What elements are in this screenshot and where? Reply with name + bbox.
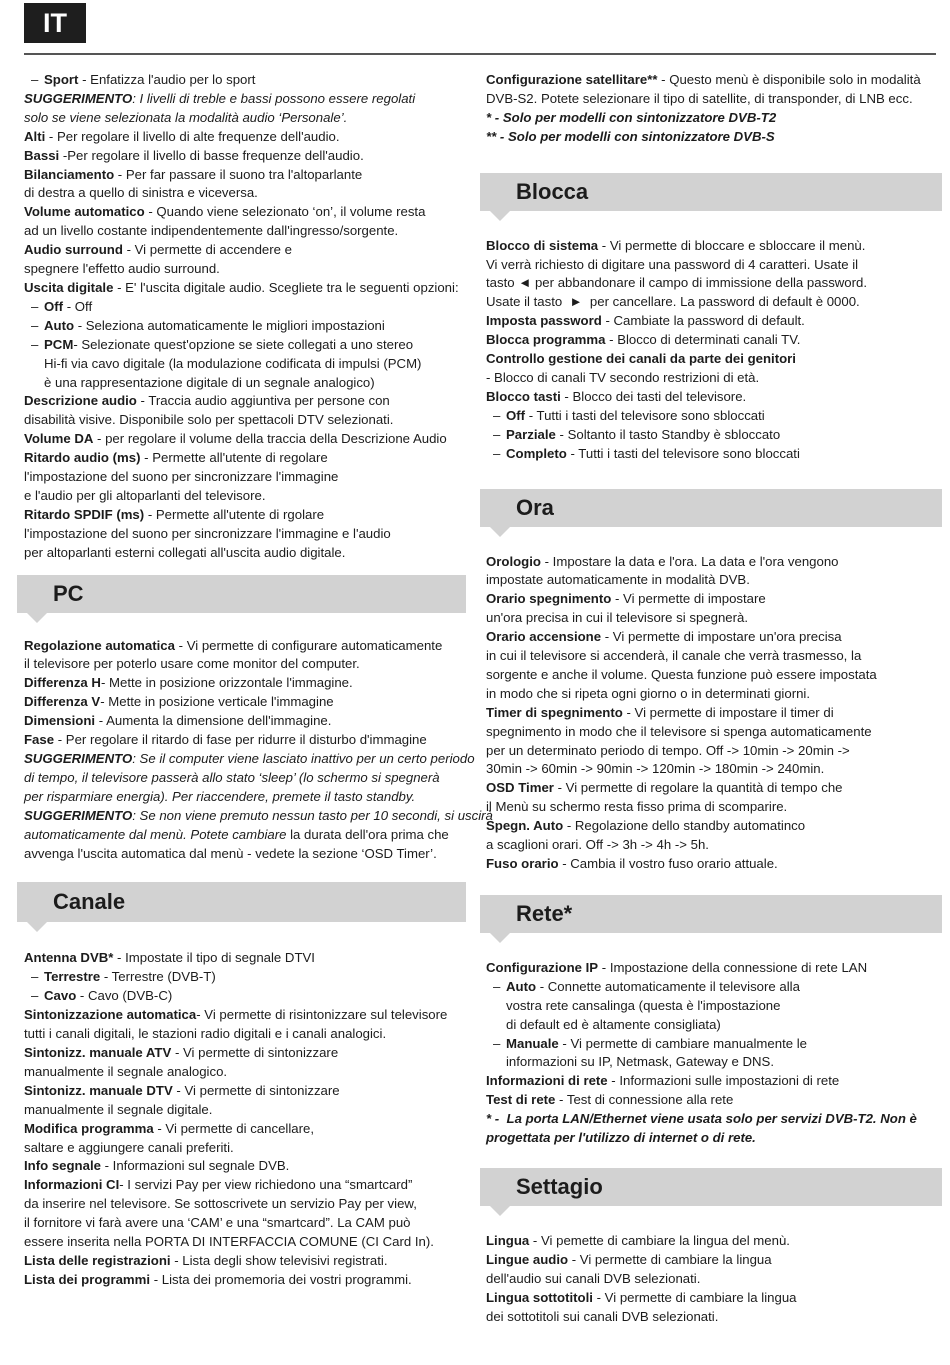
- text-run: - Cambiate la password di default.: [601, 313, 805, 329]
- term-label: Differenza H: [24, 675, 101, 691]
- text-line: [24, 1271, 476, 1290]
- text-run: - Lista degli show televisivi registrati.: [170, 1252, 388, 1268]
- text-run: 30min -> 60min -> 90min -> 120min -> 180min -> 240min.: [486, 761, 825, 777]
- text-run: - per regolare il volume della traccia della Descrizione Audio: [93, 431, 447, 447]
- text-line: [24, 1233, 476, 1252]
- text-line: [24, 845, 476, 864]
- text-run: - Aumenta la dimensione dell'immagine.: [95, 713, 332, 729]
- text-run: - Vi permette di cambiare manualmente le: [558, 1035, 808, 1051]
- text-line: [486, 312, 938, 331]
- text-run: : I livelli di treble e bassi possono essere regolati: [132, 90, 416, 106]
- text-run: - Vi permette di sintonizzare: [172, 1082, 340, 1098]
- text-run: a scaglioni orari. Off -> 3h -> 4h -> 5h.: [486, 837, 709, 853]
- term-label: Lingua: [486, 1232, 530, 1248]
- text-line: [486, 128, 938, 147]
- term-label: Completo: [506, 445, 567, 461]
- text-line: [24, 1120, 476, 1139]
- text-line: [24, 1101, 476, 1120]
- term-label: Differenza V: [24, 694, 101, 710]
- text-run: - Vi permette di impostare un'ora precisa: [601, 629, 842, 645]
- settagio-block: [486, 1232, 938, 1327]
- text-run: - Seleziona automaticamente le migliori impostazioni: [74, 317, 385, 333]
- text-run: di default ed è altamente consigliata): [506, 1016, 721, 1032]
- term-label: Lingua sottotitoli: [486, 1289, 593, 1305]
- dash-bullet: –: [31, 969, 39, 985]
- text-line: [486, 1091, 938, 1110]
- text-run: spegnimento in modo che il televisore si spenga automaticamente: [486, 723, 872, 739]
- text-line: [486, 779, 938, 798]
- text-run: - Cambia il vostro fuso orario attuale.: [558, 856, 778, 871]
- text-line: [24, 109, 476, 128]
- text-line: [24, 788, 476, 807]
- text-run: di tempo, il televisore passerà allo stato ‘sleep’ (lo schermo si spegnerà: [24, 769, 440, 785]
- text-run: vostra rete cansalinga (questa è l'impostazione: [506, 997, 781, 1013]
- text-line: [24, 674, 476, 693]
- text-line: [486, 647, 938, 666]
- term-label: Info segnale: [24, 1158, 101, 1174]
- section-rete-title: Rete*: [480, 895, 942, 933]
- text-run: - Per regolare il livello di alte frequenze dell'audio.: [45, 128, 340, 144]
- text-run: - Vi permette di accendere e: [122, 242, 292, 258]
- term-label: ** - Solo per modelli con sintonizzatore DVB-S: [486, 128, 775, 144]
- term-label: PCM: [44, 336, 74, 352]
- text-run: spegnere l'effetto audio surround.: [24, 261, 220, 277]
- text-run: - Test di connessione alla rete: [555, 1092, 734, 1108]
- text-run: - Impostare la data e l'ora. La data e l'ora vengono: [540, 553, 839, 569]
- text-run: dei sottotitoli sui canali DVB selezionati.: [486, 1308, 719, 1324]
- term-label: Descrizione audio: [24, 393, 137, 409]
- term-label: Regolazione automatica: [24, 637, 175, 653]
- text-run: - Lista dei promemoria dei vostri programmi.: [150, 1271, 412, 1287]
- text-run: il fornitore vi farà avere una ‘CAM’ e una “smartcard”. La CAM può: [24, 1215, 411, 1231]
- ora-block: [486, 553, 938, 874]
- term-label: Blocca programma: [486, 332, 606, 348]
- text-run: e l'audio per gli altoparlanti del televisore.: [24, 487, 266, 503]
- canale-block: [24, 949, 476, 1289]
- text-line: [24, 655, 476, 674]
- term-label: Sintonizzazione automatica: [24, 1007, 197, 1023]
- section-pc-title: PC: [17, 575, 466, 613]
- dash-bullet: –: [31, 988, 39, 1004]
- text-line: [486, 1129, 938, 1148]
- text-line: [486, 1035, 938, 1054]
- text-line: [24, 468, 476, 487]
- term-label: Test di rete: [486, 1092, 556, 1108]
- text-line: [486, 1016, 938, 1035]
- text-run: - Quando viene selezionato ‘on’, il volume resta: [144, 204, 426, 220]
- text-run: in modo che si ripeta ogni giorno o in determinati giorni.: [486, 685, 811, 701]
- text-line: [24, 298, 476, 317]
- blocca-block: [486, 237, 938, 464]
- text-run: Hi-fi via cavo digitale (la modulazione codificata di impulsi (PCM): [44, 355, 422, 371]
- text-run: un'ora precisa in cui il televisore si spegnerà.: [486, 610, 749, 626]
- dash-bullet: –: [493, 1035, 501, 1051]
- text-line: [24, 355, 476, 374]
- term-label: Bassi: [24, 147, 60, 163]
- text-line: [486, 90, 938, 109]
- term-label: Ritardo SPDIF (ms): [24, 506, 145, 522]
- term-label: Bilanciamento: [24, 166, 115, 182]
- term-label: Lingue audio: [486, 1251, 569, 1267]
- text-run: - Off: [63, 298, 93, 314]
- text-run: - Questo menù è disponibile solo in modalità: [657, 72, 921, 87]
- text-run: - Vi permette di impostare: [611, 591, 766, 607]
- text-line: [486, 723, 938, 742]
- text-line: [24, 693, 476, 712]
- text-run: - Vi permette di sintonizzare: [171, 1044, 339, 1060]
- text-run: è una rappresentazione digitale di un segnale analogico): [44, 374, 375, 390]
- term-label: Fuso orario: [486, 856, 559, 871]
- term-label: Sport: [44, 72, 79, 87]
- text-line: [486, 1072, 938, 1091]
- term-label: Volume DA: [24, 431, 94, 447]
- text-line: [486, 590, 938, 609]
- text-run: DVB-S2. Potete selezionare il tipo di satellite, di transponder, di LNB ecc.: [486, 90, 913, 106]
- text-line: [24, 392, 476, 411]
- text-line: [24, 987, 476, 1006]
- text-run: - Mette in posizione orizzontale l'immagine.: [100, 675, 353, 691]
- satellite-block: [486, 71, 938, 147]
- text-line: [486, 1289, 938, 1308]
- section-ora-title: Ora: [480, 489, 942, 527]
- term-label: Dimensioni: [24, 713, 96, 729]
- term-label: Lista dei programmi: [24, 1271, 151, 1287]
- term-label: Volume automatico: [24, 204, 145, 220]
- text-line: [24, 1082, 476, 1101]
- term-label: Informazioni di rete: [486, 1073, 608, 1089]
- text-line: [24, 1195, 476, 1214]
- text-line: [486, 445, 938, 464]
- text-run: Usate il tasto ► per cancellare. La password di default è 0000.: [486, 294, 860, 310]
- text-line: [24, 949, 476, 968]
- text-run: - Impostate il tipo di segnale DTVI: [113, 950, 315, 966]
- term-label: Controllo gestione dei canali da parte dei genitori: [486, 351, 796, 367]
- text-line: [24, 128, 476, 147]
- term-label: Ritardo audio (ms): [24, 450, 141, 466]
- text-line: [24, 71, 476, 90]
- text-line: [24, 506, 476, 525]
- text-run: : Se non viene premuto nessun tasto per 10 secondi, si uscirà: [132, 807, 493, 823]
- term-label: Timer di spegnimento: [486, 704, 623, 720]
- text-line: [486, 293, 938, 312]
- text-line: [486, 71, 938, 90]
- text-run: - Blocco di canali TV secondo restrizioni di età.: [486, 369, 760, 385]
- text-line: [24, 260, 476, 279]
- text-run: disabilità visive. Disponibile solo per spettacoli DTV selezionati.: [24, 412, 394, 428]
- text-line: [24, 807, 493, 826]
- term-label: * - La porta LAN/Ethernet viene usata solo per servizi DVB-T2. Non è: [486, 1111, 917, 1127]
- text-run: - Connette automaticamente il televisore alla: [536, 978, 800, 994]
- text-line: [24, 750, 476, 769]
- section-blocca-title: Blocca: [480, 173, 942, 211]
- text-line: [24, 1139, 476, 1158]
- text-line: [486, 798, 938, 817]
- rete-block: [486, 959, 938, 1148]
- term-label: Uscita digitale: [24, 279, 114, 295]
- text-run: - Traccia audio aggiuntiva per persone con: [136, 393, 390, 409]
- text-run: - Blocco dei tasti del televisore.: [560, 388, 747, 404]
- audio-block: [24, 71, 476, 563]
- text-line: [24, 203, 476, 222]
- term-label: SUGGERIMENTO: [24, 90, 133, 106]
- term-label: Orario spegnimento: [486, 591, 612, 607]
- term-label: SUGGERIMENTO: [24, 807, 133, 823]
- text-run: - Selezionate quest'opzione se siete collegati a uno stereo: [73, 336, 414, 352]
- text-run: il Menù su schermo resta fisso prima di scomparire.: [486, 799, 788, 815]
- text-run: - Vi permette di cancellare,: [153, 1120, 314, 1136]
- text-line: [24, 1176, 476, 1195]
- text-line: [486, 256, 938, 275]
- text-line: [486, 350, 938, 369]
- text-run: - Enfatizza l'audio per lo sport: [78, 72, 256, 87]
- text-line: [24, 525, 476, 544]
- term-label: Lista delle registrazioni: [24, 1252, 171, 1268]
- top-rule: [24, 53, 936, 55]
- dash-bullet: –: [493, 407, 501, 423]
- text-line: [24, 279, 476, 298]
- text-line: [486, 704, 938, 723]
- text-line: [486, 609, 938, 628]
- pc-block: [24, 637, 493, 864]
- term-label: Parziale: [506, 426, 556, 442]
- text-line: [24, 147, 476, 166]
- text-run: - Informazioni sul segnale DVB.: [100, 1158, 290, 1174]
- text-run: impostate automaticamente in modalità DVB.: [486, 572, 750, 588]
- text-line: [24, 1157, 476, 1176]
- text-run: - E' l'uscita digitale audio. Scegliete tra le seguenti opzioni:: [113, 279, 459, 295]
- text-line: [24, 1214, 476, 1233]
- text-line: [24, 1006, 476, 1025]
- text-line: [24, 241, 476, 260]
- term-label: Off: [44, 298, 64, 314]
- text-line: [486, 1251, 938, 1270]
- text-line: [486, 959, 938, 978]
- text-line: [24, 430, 476, 449]
- text-line: [24, 90, 476, 109]
- text-line: [486, 426, 938, 445]
- term-label: Informazioni CI: [24, 1177, 120, 1193]
- text-run: - Tutti i tasti del televisore sono sbloccati: [525, 407, 765, 423]
- text-line: [24, 712, 476, 731]
- text-run: - Vi permette di cambiare la lingua: [568, 1251, 772, 1267]
- right-column: [486, 71, 938, 1327]
- term-label: Terrestre: [44, 969, 101, 985]
- text-run: per un determinato periodo di tempo. Off -> 10min -> 20min ->: [486, 742, 850, 758]
- term-label: Audio surround: [24, 242, 123, 258]
- text-run: la durata dell'ora prima che: [286, 826, 449, 842]
- text-line: [486, 331, 938, 350]
- term-label: Orologio: [486, 553, 541, 569]
- text-run: - Vi permette di cambiare la lingua: [592, 1289, 797, 1305]
- text-run: sorgente e anche il volume. Questa funzione può essere impostata: [486, 666, 877, 682]
- dash-bullet: –: [31, 72, 39, 87]
- text-line: [486, 388, 938, 407]
- term-label: Sintonizz. manuale ATV: [24, 1044, 172, 1060]
- text-line: [24, 317, 476, 336]
- text-run: - Vi permette di configurare automaticamente: [174, 637, 443, 653]
- term-label: Modifica programma: [24, 1120, 154, 1136]
- text-line: [24, 826, 476, 845]
- term-label: Blocco di sistema: [486, 237, 599, 253]
- language-tab: IT: [24, 3, 86, 43]
- term-label: Imposta password: [486, 313, 602, 329]
- term-label: Configurazione satellitare**: [486, 72, 658, 87]
- text-line: [24, 166, 476, 185]
- text-line: [486, 109, 938, 128]
- text-line: [486, 1270, 938, 1289]
- dash-bullet: –: [31, 336, 39, 352]
- text-line: [24, 374, 476, 393]
- text-run: il televisore per poterlo usare come monitor del computer.: [24, 656, 360, 672]
- text-run: - Permette all'utente di regolare: [140, 450, 328, 466]
- text-run: da inserire nel televisore. Se sottoscrivete un servizio Pay per view,: [24, 1196, 417, 1212]
- text-run: tutti i canali digitali, le stazioni radio digitali e i canali analogici.: [24, 1026, 387, 1042]
- term-label: Fase: [24, 732, 55, 748]
- text-run: - Terrestre (DVB-T): [100, 969, 216, 985]
- text-line: [486, 237, 938, 256]
- text-line: [24, 1063, 476, 1082]
- text-run: - Mette in posizione verticale l'immagine: [100, 694, 334, 710]
- term-label: Orario accensione: [486, 629, 602, 645]
- text-line: [486, 817, 938, 836]
- text-run: solo se viene selezionata la modalità audio ‘Personale’.: [24, 109, 348, 125]
- text-line: [486, 274, 938, 293]
- term-label: Spegn. Auto: [486, 818, 564, 834]
- text-line: [486, 685, 938, 704]
- text-line: [24, 544, 476, 563]
- term-label: OSD Timer: [486, 780, 554, 796]
- dash-bullet: –: [493, 445, 501, 461]
- text-line: [486, 978, 938, 997]
- section-settagio-title: Settagio: [480, 1168, 942, 1206]
- text-line: [24, 769, 476, 788]
- text-line: [24, 449, 476, 468]
- text-run: manualmente il segnale digitale.: [24, 1101, 213, 1117]
- text-line: [24, 1044, 476, 1063]
- text-line: [486, 666, 938, 685]
- text-line: [486, 553, 938, 572]
- text-run: - Vi permette di risintonizzare sul televisore: [196, 1007, 448, 1023]
- text-run: - Permette all'utente di rgolare: [144, 506, 325, 522]
- text-line: [486, 571, 938, 590]
- term-label: Cavo: [44, 988, 77, 1004]
- text-run: l'impostazione del suono per sincronizzare l'immagine e l'audio: [24, 525, 391, 541]
- text-run: in cui il televisore si accenderà, il canale che verrà trasmesso, la: [486, 648, 862, 664]
- text-line: [486, 1110, 938, 1129]
- term-label: Antenna DVB*: [24, 950, 114, 966]
- text-line: [486, 836, 938, 855]
- term-label: Auto: [44, 317, 75, 333]
- text-line: [486, 742, 938, 761]
- term-label: Auto: [506, 978, 537, 994]
- text-line: [486, 1308, 938, 1327]
- dash-bullet: –: [493, 426, 501, 442]
- text-run: - Impostazione della connessione di rete LAN: [598, 959, 868, 975]
- text-run: - Regolazione dello standby automatinco: [563, 818, 806, 834]
- text-run: - Blocco di determinati canali TV.: [605, 332, 801, 348]
- text-run: -Per regolare il livello di basse frequenze dell'audio.: [59, 147, 364, 163]
- text-line: [24, 731, 476, 750]
- text-line: [486, 1232, 938, 1251]
- text-line: [486, 369, 938, 388]
- text-run: - Vi pemette di cambiare la lingua del menù.: [529, 1232, 790, 1248]
- text-run: - Soltanto il tasto Standby è sbloccato: [555, 426, 781, 442]
- text-line: [486, 997, 938, 1016]
- term-label: Sintonizz. manuale DTV: [24, 1082, 173, 1098]
- text-run: tasto ◄ per abbandonare il campo di immissione della password.: [486, 275, 868, 291]
- text-run: informazioni su IP, Netmask, Gateway e DNS.: [506, 1054, 775, 1070]
- term-label: progettata per l'utilizzo di internet o di rete.: [486, 1130, 756, 1146]
- text-run: saltare e aggiungere canali preferiti.: [24, 1139, 234, 1155]
- text-run: di destra a quello di sinistra e viceversa.: [24, 185, 258, 201]
- term-label: * - Solo per modelli con sintonizzatore DVB-T2: [486, 109, 777, 125]
- dash-bullet: –: [493, 978, 501, 994]
- text-run: - Cavo (DVB-C): [76, 988, 173, 1004]
- text-line: [486, 760, 938, 779]
- text-run: per altoparlanti esterni collegati all'uscita audio digitale.: [24, 544, 346, 560]
- text-run: dell'audio sui canali DVB selezionati.: [486, 1270, 701, 1286]
- text-run: avvenga l'uscita automatica dal menù - vedete la sezione ‘OSD Timer’.: [24, 845, 437, 861]
- text-run: - Per regolare il ritardo di fase per ridurre il disturbo d'immagine: [54, 732, 427, 748]
- text-run: automaticamente dal menù. Potete cambiare: [24, 826, 287, 842]
- text-run: - Vi permette di impostare il timer di: [622, 704, 834, 720]
- text-line: [24, 336, 476, 355]
- text-run: - Vi permette di bloccare e sbloccare il menù.: [598, 237, 866, 253]
- term-label: Off: [506, 407, 526, 423]
- text-line: [24, 184, 476, 203]
- text-run: - Vi permette di regolare la quantità di tempo che: [553, 780, 843, 796]
- text-run: Vi verrà richiesto di digitare una password di 4 caratteri. Usate il: [486, 256, 859, 272]
- text-run: manualmente il segnale analogico.: [24, 1063, 228, 1079]
- term-label: Alti: [24, 128, 46, 144]
- text-line: [24, 487, 476, 506]
- text-line: [24, 968, 476, 987]
- text-line: [486, 628, 938, 647]
- dash-bullet: –: [31, 317, 39, 333]
- term-label: SUGGERIMENTO: [24, 751, 133, 766]
- term-label: Blocco tasti: [486, 388, 561, 404]
- text-run: : Se il computer viene lasciato inattivo per un certo periodo: [132, 751, 475, 766]
- text-line: [486, 407, 938, 426]
- text-line: [24, 637, 476, 656]
- text-run: per risparmiare energia). Per riaccendere, premete il tasto standby.: [24, 788, 416, 804]
- text-line: [24, 222, 476, 241]
- dash-bullet: –: [31, 298, 39, 314]
- text-line: [486, 855, 938, 874]
- text-run: essere inserita nella PORTA DI INTERFACCIA COMUNE (CI Card In).: [24, 1234, 434, 1250]
- text-line: [24, 411, 476, 430]
- text-run: - I servizi Pay per view richiedono una “smartcard”: [119, 1177, 413, 1193]
- text-run: - Tutti i tasti del televisore sono bloccati: [566, 445, 800, 461]
- left-column: [24, 71, 493, 1290]
- section-canale-title: Canale: [17, 882, 466, 922]
- text-run: l'impostazione del suono per sincronizzare l'immagine: [24, 469, 339, 485]
- text-run: - Informazioni sulle impostazioni di rete: [607, 1073, 840, 1089]
- text-line: [24, 1025, 476, 1044]
- text-run: ad un livello costante indipendentemente dall'ingresso/sorgente.: [24, 223, 399, 239]
- term-label: Manuale: [506, 1035, 559, 1051]
- text-line: [486, 1053, 938, 1072]
- text-run: - Per far passare il suono tra l'altoparlante: [114, 166, 363, 182]
- term-label: Configurazione IP: [486, 959, 599, 975]
- text-line: [24, 1252, 476, 1271]
